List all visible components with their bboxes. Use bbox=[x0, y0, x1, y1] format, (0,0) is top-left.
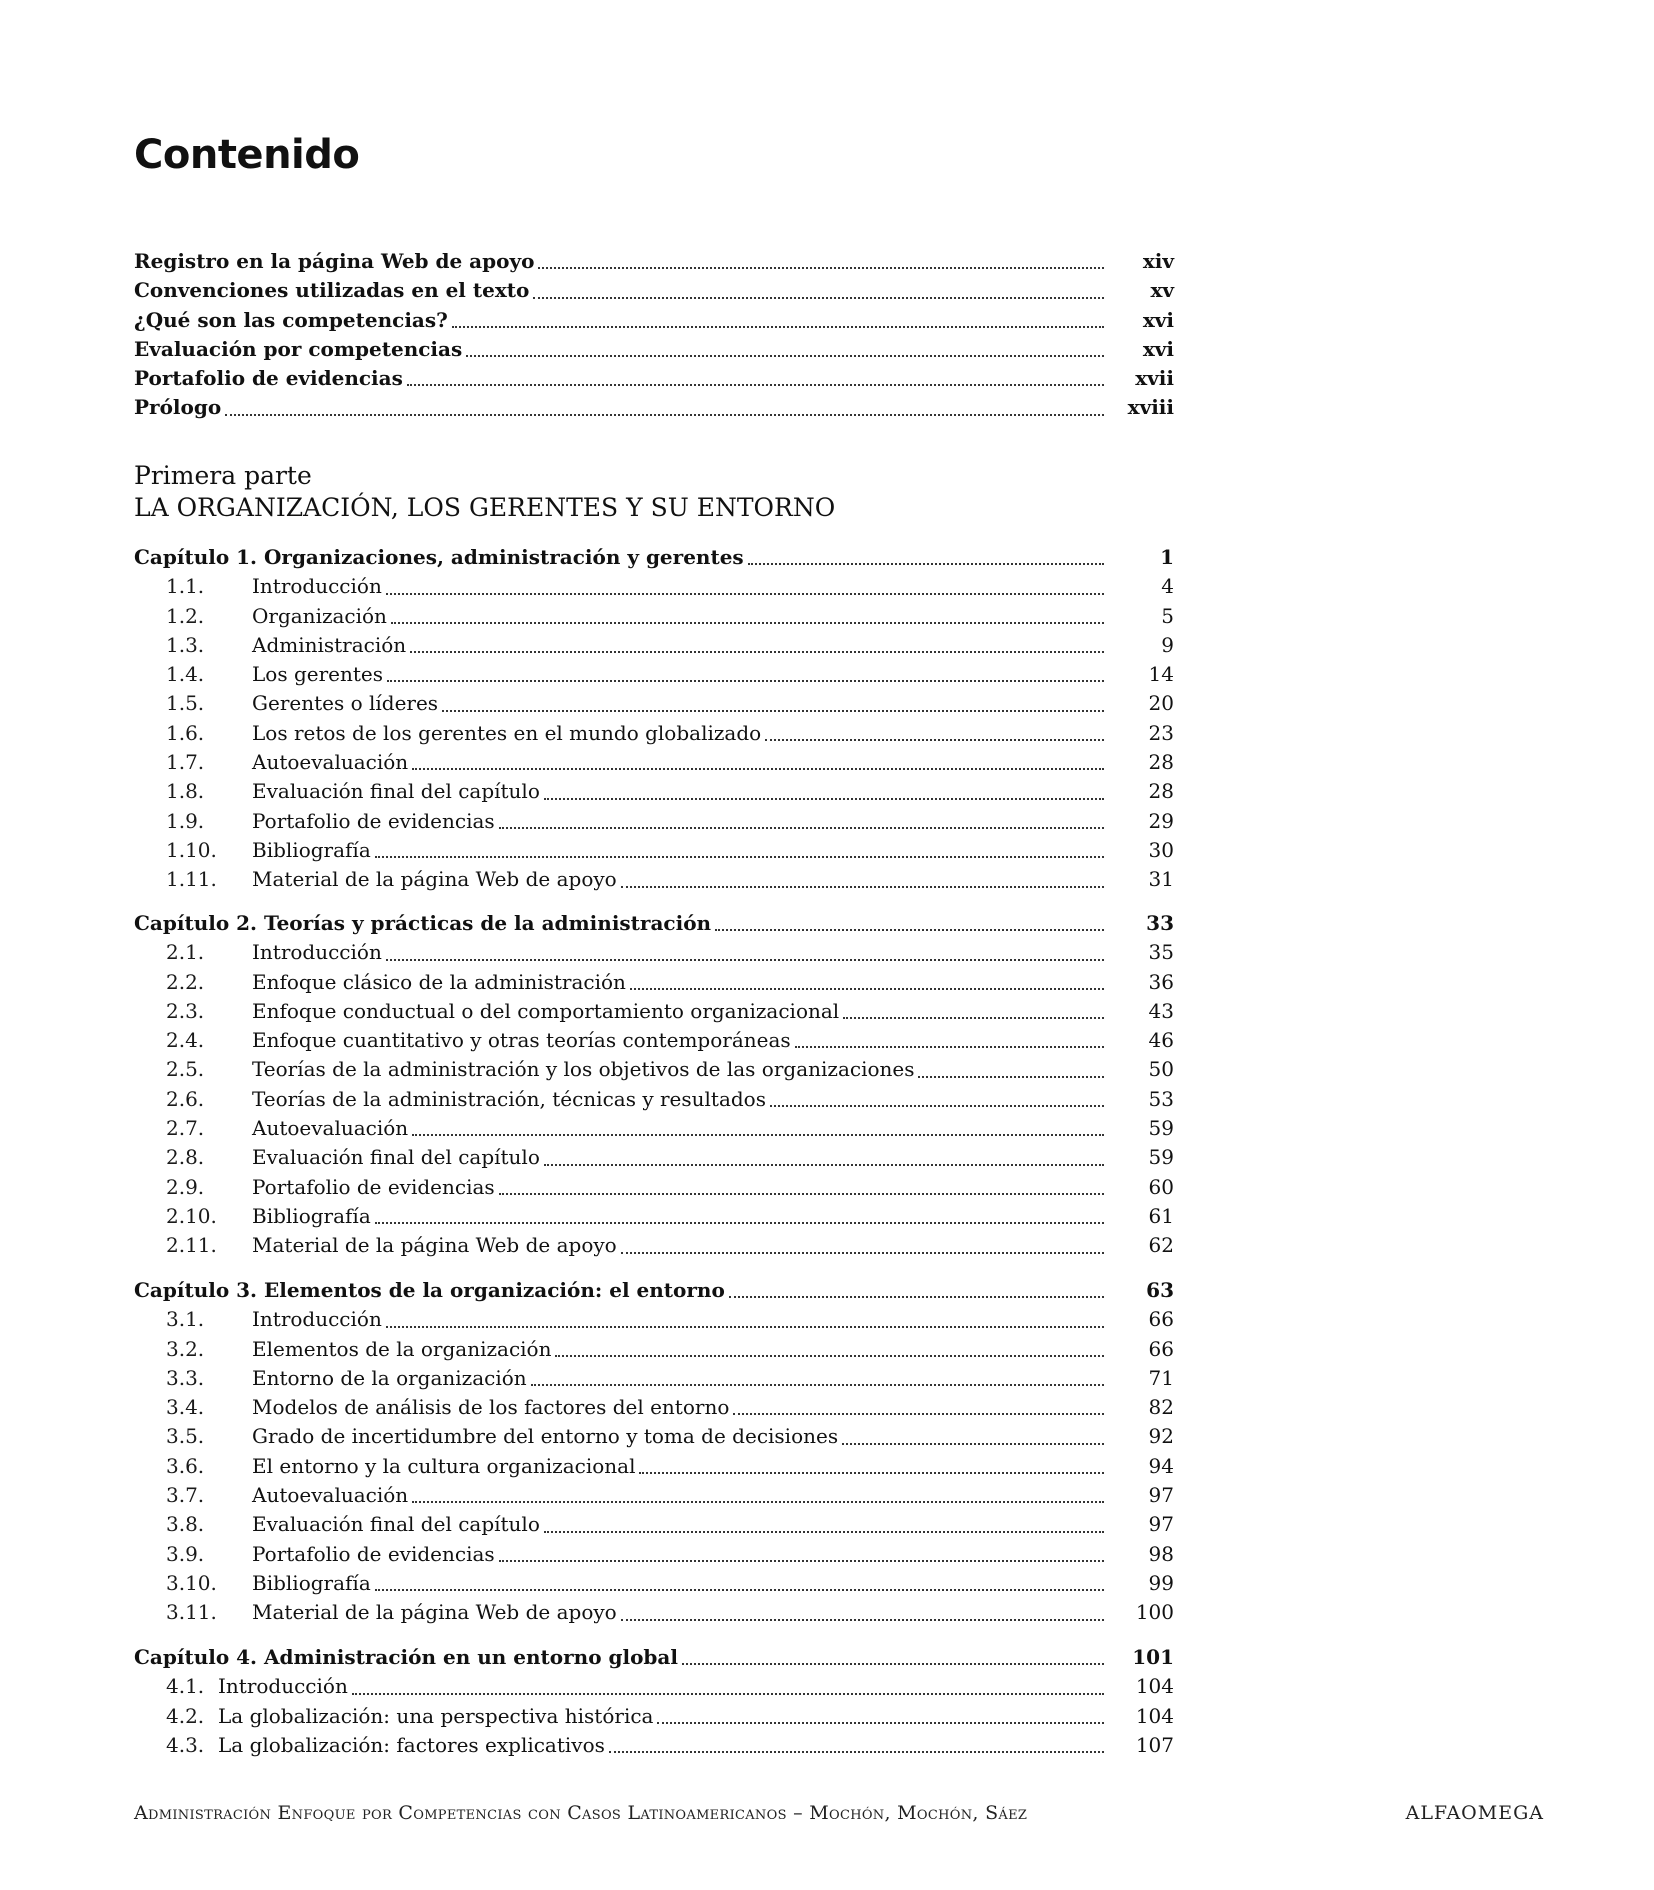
section-page: 66 bbox=[1148, 1307, 1174, 1332]
section-entry[interactable] bbox=[134, 1422, 1174, 1451]
chapter-page: 101 bbox=[1132, 1645, 1174, 1669]
section-entry[interactable] bbox=[134, 997, 1174, 1026]
section-entry[interactable] bbox=[134, 1026, 1174, 1055]
section-page: 59 bbox=[1148, 1145, 1174, 1170]
section-page: 23 bbox=[1148, 720, 1174, 745]
section-entry[interactable] bbox=[134, 660, 1174, 689]
chapter-heading[interactable] bbox=[134, 1643, 1174, 1672]
leader-dots bbox=[621, 886, 1104, 888]
leader-dots bbox=[412, 1134, 1104, 1136]
section-label: Autoevaluación bbox=[252, 1116, 409, 1141]
book-title-footer: Administración Enfoque por Competencias con Casos Latinoamericanos – Mochón, Mochón, Sáez bbox=[134, 1802, 1028, 1824]
leader-dots bbox=[918, 1076, 1104, 1078]
section-label: Material de la página Web de apoyo bbox=[252, 1600, 617, 1625]
section-number: 4.2. bbox=[166, 1703, 205, 1728]
leader-dots bbox=[639, 1472, 1104, 1474]
toc-entry-label: Prólogo bbox=[134, 395, 222, 420]
leader-dots bbox=[630, 988, 1104, 990]
section-entry[interactable] bbox=[134, 1364, 1174, 1393]
leader-dots bbox=[499, 827, 1104, 829]
leader-dots bbox=[770, 1105, 1104, 1107]
toc-entry-label: Portafolio de evidencias bbox=[134, 366, 403, 391]
toc-entry-label: Evaluación por competencias bbox=[134, 336, 463, 361]
section-entry[interactable] bbox=[134, 1231, 1174, 1260]
section-label: Los retos de los gerentes en el mundo globalizado bbox=[252, 720, 762, 745]
section-number: 3.7. bbox=[166, 1483, 205, 1508]
leader-dots bbox=[375, 1222, 1104, 1224]
leader-dots bbox=[748, 563, 1104, 565]
chapter-heading[interactable] bbox=[134, 1276, 1174, 1305]
section-label: Autoevaluación bbox=[252, 1483, 409, 1508]
section-entry[interactable] bbox=[134, 1055, 1174, 1084]
chapter-title: Capítulo 4. Administración en un entorno global bbox=[134, 1645, 678, 1669]
chapter-3 bbox=[134, 1276, 1174, 1628]
leader-dots bbox=[544, 798, 1104, 800]
section-number: 2.11. bbox=[166, 1233, 217, 1258]
page-title: Contenido bbox=[134, 132, 360, 178]
section-number: 3.5. bbox=[166, 1424, 205, 1449]
leader-dots bbox=[533, 297, 1104, 299]
section-number: 3.10. bbox=[166, 1570, 217, 1595]
section-label: Enfoque conductual o del comportamiento organizacional bbox=[252, 998, 840, 1023]
section-page: 99 bbox=[1148, 1570, 1174, 1595]
leader-dots bbox=[795, 1046, 1104, 1048]
section-page: 50 bbox=[1148, 1057, 1174, 1082]
section-number: 2.9. bbox=[166, 1174, 205, 1199]
chapter-2 bbox=[134, 909, 1174, 1261]
section-entry[interactable] bbox=[134, 1510, 1174, 1539]
section-entry[interactable] bbox=[134, 602, 1174, 631]
section-entry[interactable] bbox=[134, 938, 1174, 967]
section-number: 1.11. bbox=[166, 867, 217, 892]
section-label: Introducción bbox=[252, 940, 382, 965]
section-page: 97 bbox=[1148, 1483, 1174, 1508]
section-page: 100 bbox=[1135, 1600, 1174, 1625]
leader-dots bbox=[375, 1589, 1104, 1591]
toc-entry-page: xvi bbox=[1142, 307, 1174, 332]
toc-entry-label: Convenciones utilizadas en el texto bbox=[134, 278, 530, 303]
section-number: 3.2. bbox=[166, 1336, 205, 1361]
section-number: 1.8. bbox=[166, 779, 205, 804]
section-number: 3.6. bbox=[166, 1453, 205, 1478]
leader-dots bbox=[466, 355, 1104, 357]
leader-dots bbox=[386, 1326, 1104, 1328]
leader-dots bbox=[621, 1619, 1104, 1621]
publisher-name: ALFAOMEGA bbox=[1405, 1802, 1544, 1824]
toc-entry-label: Registro en la página Web de apoyo bbox=[134, 249, 535, 273]
leader-dots bbox=[412, 1501, 1104, 1503]
section-page: 71 bbox=[1148, 1365, 1174, 1390]
section-entry[interactable] bbox=[134, 1114, 1174, 1143]
section-label: Material de la página Web de apoyo bbox=[252, 867, 617, 892]
section-number: 2.8. bbox=[166, 1145, 205, 1170]
section-label: Introducción bbox=[218, 1674, 348, 1699]
leader-dots bbox=[765, 739, 1104, 741]
section-label: Gerentes o líderes bbox=[252, 691, 439, 716]
leader-dots bbox=[352, 1693, 1104, 1695]
section-label: El entorno y la cultura organizacional bbox=[252, 1453, 636, 1478]
chapter-1 bbox=[134, 543, 1174, 895]
toc-entry-page: xvi bbox=[1142, 336, 1174, 361]
toc-entry-page: xiv bbox=[1142, 249, 1174, 273]
section-page: 28 bbox=[1148, 750, 1174, 775]
section-page: 29 bbox=[1148, 808, 1174, 833]
section-page: 43 bbox=[1148, 998, 1174, 1023]
section-entry[interactable] bbox=[134, 1335, 1174, 1364]
chapter-title: Capítulo 2. Teorías y prácticas de la administración bbox=[134, 911, 712, 935]
section-label: La globalización: una perspectiva histórica bbox=[218, 1703, 654, 1728]
page-footer bbox=[134, 1802, 1544, 1824]
section-page: 104 bbox=[1135, 1674, 1174, 1699]
section-page: 97 bbox=[1148, 1512, 1174, 1537]
section-entry[interactable] bbox=[134, 968, 1174, 997]
section-label: Administración bbox=[252, 632, 407, 657]
section-label: Teorías de la administración y los objetivos de las organizaciones bbox=[252, 1057, 915, 1082]
section-entry[interactable] bbox=[134, 689, 1174, 718]
section-entry[interactable] bbox=[134, 1731, 1174, 1760]
section-page: 82 bbox=[1148, 1395, 1174, 1420]
leader-dots bbox=[843, 1017, 1104, 1019]
section-number: 2.4. bbox=[166, 1028, 205, 1053]
section-entry[interactable] bbox=[134, 865, 1174, 894]
section-page: 92 bbox=[1148, 1424, 1174, 1449]
leader-dots bbox=[386, 959, 1104, 961]
toc-entry-page: xv bbox=[1150, 278, 1174, 303]
section-number: 1.2. bbox=[166, 603, 205, 628]
section-label: Bibliografía bbox=[252, 1570, 371, 1595]
leader-dots bbox=[538, 267, 1104, 269]
section-number: 1.3. bbox=[166, 632, 205, 657]
leader-dots bbox=[452, 326, 1104, 328]
section-number: 1.4. bbox=[166, 662, 205, 687]
section-entry[interactable] bbox=[134, 631, 1174, 660]
section-page: 107 bbox=[1135, 1732, 1174, 1757]
section-number: 1.6. bbox=[166, 720, 205, 745]
section-label: Enfoque cuantitativo y otras teorías contemporáneas bbox=[252, 1028, 791, 1053]
section-label: Portafolio de evidencias bbox=[252, 808, 495, 833]
section-page: 62 bbox=[1148, 1233, 1174, 1258]
section-number: 2.1. bbox=[166, 940, 205, 965]
section-label: Grado de incertidumbre del entorno y toma de decisiones bbox=[252, 1424, 839, 1449]
section-number: 3.9. bbox=[166, 1541, 205, 1566]
section-label: Evaluación final del capítulo bbox=[252, 1512, 540, 1537]
section-page: 59 bbox=[1148, 1116, 1174, 1141]
leader-dots bbox=[499, 1193, 1104, 1195]
section-number: 1.9. bbox=[166, 808, 205, 833]
toc-entry-page: xviii bbox=[1127, 395, 1174, 420]
section-page: 4 bbox=[1161, 574, 1174, 599]
chapter-title: Capítulo 1. Organizaciones, administración y gerentes bbox=[134, 545, 744, 569]
leader-dots bbox=[609, 1751, 1104, 1753]
section-label: Elementos de la organización bbox=[252, 1336, 552, 1361]
section-label: La globalización: factores explicativos bbox=[218, 1732, 605, 1757]
section-label: Evaluación final del capítulo bbox=[252, 1145, 540, 1170]
section-label: Portafolio de evidencias bbox=[252, 1174, 495, 1199]
section-page: 35 bbox=[1148, 940, 1174, 965]
part-title: LA ORGANIZACIÓN, LOS GERENTES Y SU ENTORNO bbox=[134, 493, 836, 522]
section-entry[interactable] bbox=[134, 1481, 1174, 1510]
section-label: Organización bbox=[252, 603, 387, 628]
section-page: 46 bbox=[1148, 1028, 1174, 1053]
section-label: Bibliografía bbox=[252, 837, 371, 862]
section-page: 20 bbox=[1148, 691, 1174, 716]
section-number: 2.5. bbox=[166, 1057, 205, 1082]
section-label: Portafolio de evidencias bbox=[252, 1541, 495, 1566]
section-entry[interactable] bbox=[134, 1393, 1174, 1422]
section-page: 60 bbox=[1148, 1174, 1174, 1199]
chapter-page: 63 bbox=[1146, 1278, 1174, 1302]
chapter-4 bbox=[134, 1643, 1174, 1760]
section-number: 4.1. bbox=[166, 1674, 205, 1699]
section-entry[interactable] bbox=[134, 572, 1174, 601]
section-number: 1.5. bbox=[166, 691, 205, 716]
section-page: 36 bbox=[1148, 969, 1174, 994]
section-page: 98 bbox=[1148, 1541, 1174, 1566]
toc-entry[interactable] bbox=[134, 335, 1174, 364]
section-label: Los gerentes bbox=[252, 662, 383, 687]
leader-dots bbox=[733, 1413, 1104, 1415]
section-number: 2.10. bbox=[166, 1203, 217, 1228]
section-page: 9 bbox=[1161, 632, 1174, 657]
leader-dots bbox=[375, 856, 1104, 858]
section-number: 3.4. bbox=[166, 1395, 205, 1420]
section-page: 31 bbox=[1148, 867, 1174, 892]
section-entry[interactable] bbox=[134, 1452, 1174, 1481]
leader-dots bbox=[715, 929, 1104, 931]
section-label: Evaluación final del capítulo bbox=[252, 779, 540, 804]
section-entry[interactable] bbox=[134, 1672, 1174, 1701]
section-entry[interactable] bbox=[134, 1085, 1174, 1114]
leader-dots bbox=[544, 1531, 1104, 1533]
leader-dots bbox=[225, 414, 1104, 416]
section-number: 1.10. bbox=[166, 837, 217, 862]
section-number: 2.7. bbox=[166, 1116, 205, 1141]
section-number: 3.3. bbox=[166, 1365, 205, 1390]
chapter-title: Capítulo 3. Elementos de la organización: el entorno bbox=[134, 1278, 725, 1302]
toc-entry[interactable] bbox=[134, 364, 1174, 393]
leader-dots bbox=[412, 768, 1104, 770]
section-number: 2.3. bbox=[166, 998, 205, 1023]
toc-entry[interactable] bbox=[134, 306, 1174, 335]
section-label: Autoevaluación bbox=[252, 750, 409, 775]
section-label: Introducción bbox=[252, 1307, 382, 1332]
section-number: 1.7. bbox=[166, 750, 205, 775]
section-page: 104 bbox=[1135, 1703, 1174, 1728]
section-entry[interactable] bbox=[134, 1202, 1174, 1231]
leader-dots bbox=[531, 1384, 1104, 1386]
section-entry[interactable] bbox=[134, 836, 1174, 865]
section-entry[interactable] bbox=[134, 1702, 1174, 1731]
section-entry[interactable] bbox=[134, 719, 1174, 748]
section-page: 53 bbox=[1148, 1086, 1174, 1111]
section-label: Teorías de la administración, técnicas y resultados bbox=[252, 1086, 766, 1111]
section-number: 1.1. bbox=[166, 574, 205, 599]
chapter-page: 1 bbox=[1160, 545, 1174, 569]
leader-dots bbox=[442, 710, 1104, 712]
leader-dots bbox=[555, 1355, 1104, 1357]
chapter-page: 33 bbox=[1146, 911, 1174, 935]
toc-entry-label: ¿Qué son las competencias? bbox=[134, 307, 448, 332]
leader-dots bbox=[386, 593, 1104, 595]
leader-dots bbox=[407, 384, 1104, 386]
section-label: Modelos de análisis de los factores del entorno bbox=[252, 1395, 730, 1420]
leader-dots bbox=[391, 622, 1104, 624]
section-number: 3.11. bbox=[166, 1600, 217, 1625]
section-number: 2.2. bbox=[166, 969, 205, 994]
chapter-heading[interactable] bbox=[134, 909, 1174, 938]
section-entry[interactable] bbox=[134, 1305, 1174, 1334]
section-entry[interactable] bbox=[134, 1569, 1174, 1598]
leader-dots bbox=[544, 1164, 1104, 1166]
leader-dots bbox=[621, 1252, 1104, 1254]
leader-dots bbox=[729, 1296, 1104, 1298]
section-page: 5 bbox=[1161, 603, 1174, 628]
toc-entry[interactable] bbox=[134, 247, 1174, 276]
section-page: 66 bbox=[1148, 1336, 1174, 1361]
leader-dots bbox=[387, 680, 1104, 682]
section-entry[interactable] bbox=[134, 1598, 1174, 1627]
leader-dots bbox=[657, 1722, 1104, 1724]
leader-dots bbox=[499, 1560, 1104, 1562]
section-entry[interactable] bbox=[134, 1143, 1174, 1172]
section-number: 4.3. bbox=[166, 1732, 205, 1757]
section-page: 94 bbox=[1148, 1453, 1174, 1478]
section-page: 14 bbox=[1148, 662, 1174, 687]
part-label: Primera parte bbox=[134, 461, 312, 490]
leader-dots bbox=[410, 651, 1104, 653]
section-label: Entorno de la organización bbox=[252, 1365, 527, 1390]
toc-entry-page: xvii bbox=[1135, 366, 1174, 391]
leader-dots bbox=[842, 1443, 1104, 1445]
toc-entry[interactable] bbox=[134, 276, 1174, 305]
section-page: 61 bbox=[1148, 1203, 1174, 1228]
section-label: Material de la página Web de apoyo bbox=[252, 1233, 617, 1258]
section-entry[interactable] bbox=[134, 1173, 1174, 1202]
section-number: 3.8. bbox=[166, 1512, 205, 1537]
section-page: 30 bbox=[1148, 837, 1174, 862]
section-page: 28 bbox=[1148, 779, 1174, 804]
section-label: Enfoque clásico de la administración bbox=[252, 969, 626, 994]
section-entry[interactable] bbox=[134, 748, 1174, 777]
section-label: Bibliografía bbox=[252, 1203, 371, 1228]
section-label: Introducción bbox=[252, 574, 382, 599]
leader-dots bbox=[682, 1663, 1104, 1665]
toc-entry[interactable] bbox=[134, 393, 1174, 422]
section-number: 2.6. bbox=[166, 1086, 205, 1111]
section-entry[interactable] bbox=[134, 777, 1174, 806]
section-entry[interactable] bbox=[134, 1540, 1174, 1569]
section-entry[interactable] bbox=[134, 807, 1174, 836]
section-number: 3.1. bbox=[166, 1307, 205, 1332]
front-matter-list bbox=[134, 247, 1174, 423]
chapter-heading[interactable] bbox=[134, 543, 1174, 572]
